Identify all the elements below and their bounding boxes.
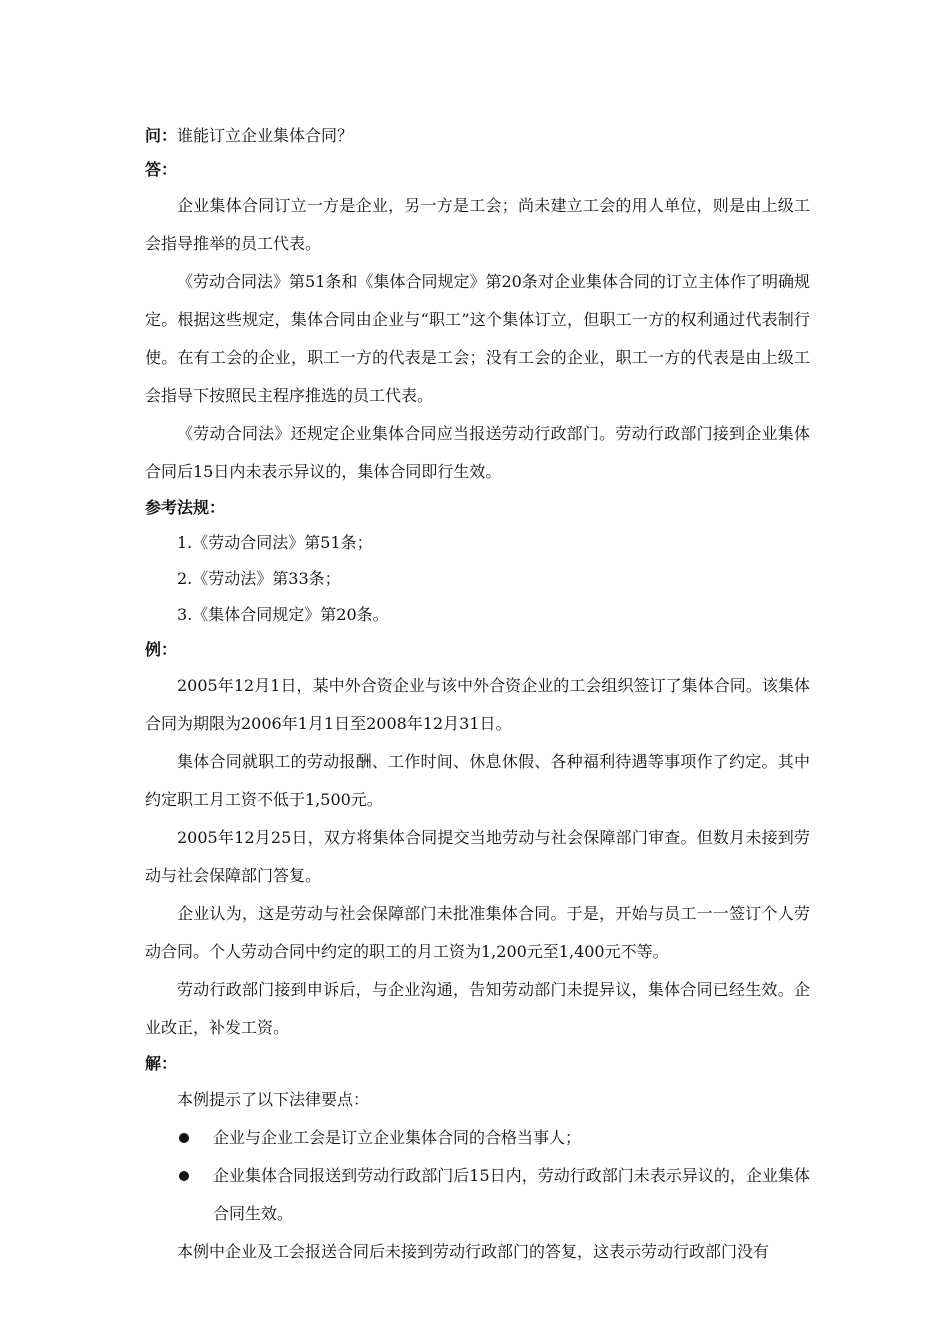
example-paragraph-2: 集体合同就职工的劳动报酬、工作时间、休息休假、各种福利待遇等事项作了约定。其中约定职工月工资不低于1,500元。 <box>145 752 810 809</box>
answer-paragraph-2: 《劳动合同法》第51条和《集体合同规定》第20条对企业集体合同的订立主体作了明确规定。根据这些规定，集体合同由企业与“职工”这个集体订立，但职工一方的权利通过代表制行使。在有工会的企业，职工一方的代表是工会；没有工会的企业，职工一方的代表是由上级工会指导下按照民主程序推选的员工代表。 <box>145 272 810 405</box>
example-paragraph-4: 企业认为，这是劳动与社会保障部门未批准集体合同。于是，开始与员工一一签订个人劳动合同。个人劳动合同中约定的职工的月工资为1,200元至1,400元不等。 <box>145 904 810 961</box>
reference-item-3: 3.《集体合同规定》第20条。 <box>177 605 389 624</box>
solution-closing: 本例中企业及工会报送合同后未接到劳动行政部门的答复，这表示劳动行政部门没有 <box>177 1242 770 1261</box>
answer-paragraph-1: 企业集体合同订立一方是企业，另一方是工会；尚未建立工会的用人单位，则是由上级工会指导推举的员工代表。 <box>145 196 810 253</box>
references-heading: 参考法规： <box>145 498 226 517</box>
question-line <box>145 119 810 153</box>
document-body <box>145 119 810 1271</box>
reference-item-1: 1.《劳动合同法》第51条； <box>177 533 373 552</box>
answer-heading: 答： <box>145 160 178 179</box>
solution-bullet-list <box>145 1119 810 1233</box>
solution-intro: 本例提示了以下法律要点： <box>177 1090 370 1109</box>
example-paragraph-5: 劳动行政部门接到申诉后，与企业沟通，告知劳动部门未提异议，集体合同已经生效。企业改正，补发工资。 <box>145 980 810 1037</box>
solution-heading: 解： <box>145 1054 178 1073</box>
answer-paragraph-3: 《劳动合同法》还规定企业集体合同应当报送劳动行政部门。劳动行政部门接到企业集体合同后15日内未表示异议的，集体合同即行生效。 <box>145 424 810 481</box>
example-paragraph-1: 2005年12月1日，某中外合资企业与该中外合资企业的工会组织签订了集体合同。该集体合同为期限为2006年1月1日至2008年12月31日。 <box>145 676 810 733</box>
bullet-dot-icon <box>179 1171 189 1181</box>
question-label: 问： <box>145 126 178 145</box>
example-paragraph-3: 2005年12月25日，双方将集体合同提交当地劳动与社会保障部门审查。但数月未接到劳动与社会保障部门答复。 <box>145 828 810 885</box>
example-heading: 例： <box>145 640 178 659</box>
reference-item-2: 2.《劳动法》第33条； <box>177 569 341 588</box>
solution-bullet-1 <box>145 1119 810 1157</box>
solution-bullet-1-text: 企业与企业工会是订立企业集体合同的合格当事人； <box>213 1128 582 1147</box>
question-text: 谁能订立企业集体合同？ <box>177 126 354 145</box>
solution-bullet-2-text: 企业集体合同报送到劳动行政部门后15日内，劳动行政部门未表示异议的，企业集体合同生效。 <box>213 1166 810 1223</box>
solution-bullet-2 <box>145 1157 810 1233</box>
bullet-dot-icon <box>179 1133 189 1143</box>
